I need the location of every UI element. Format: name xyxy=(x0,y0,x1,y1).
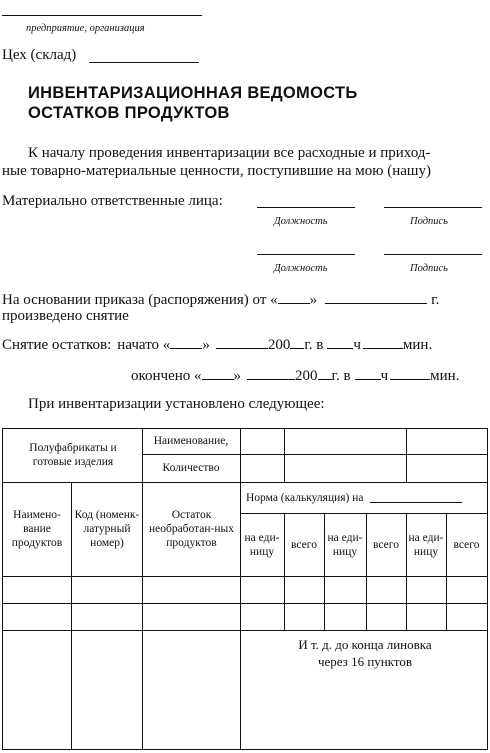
inventory-table xyxy=(2,428,488,750)
per-unit-2: на еди-ницу xyxy=(327,531,363,558)
name-row-header: Наименование, xyxy=(153,435,229,447)
organization-caption: предприятие, организация xyxy=(26,23,145,34)
position-line-1 xyxy=(257,207,355,208)
quantity-row-header: Количество xyxy=(162,462,220,474)
semi-finished-header: Полуфабрикаты и готовые изделия xyxy=(29,442,117,468)
signature-line-2 xyxy=(384,254,482,255)
col-product-name: Наимено-вание продуктов xyxy=(11,509,63,549)
col-code: Код (номенк-латурный номер) xyxy=(74,509,140,549)
continuation-note-line2: через 16 пунктов xyxy=(317,654,413,669)
order-line2: произведено снятие xyxy=(2,308,129,324)
document-title-line2: ОСТАТКОВ ПРОДУКТОВ xyxy=(28,104,230,122)
organization-line xyxy=(2,15,202,16)
established-line: При инвентаризации установлено следующее: xyxy=(28,396,325,412)
position-caption-1: Должность xyxy=(274,216,328,227)
col-remainder: Остаток необработан-ных продуктов xyxy=(148,509,235,549)
per-unit-1: на еди-ницу xyxy=(244,531,280,558)
responsible-label: Материально ответственные лица: xyxy=(2,193,223,209)
total-2: всего xyxy=(373,538,399,551)
intro-line1: К началу проведения инвентаризации все расходные и приход- xyxy=(28,145,431,161)
signature-caption-1: Подпись xyxy=(410,216,448,227)
position-caption-2: Должность xyxy=(274,263,328,274)
total-3: всего xyxy=(453,538,480,551)
total-1: всего xyxy=(291,538,317,551)
continuation-note-line1: И т. д. до конца линовка xyxy=(298,637,432,652)
removal-end-line: окончено « » 200 г. в ч мин. xyxy=(131,368,460,384)
signature-caption-2: Подпись xyxy=(410,263,448,274)
intro-line2: ные товарно-материальные ценности, поступившие на мою (нашу) xyxy=(2,163,431,179)
position-line-2 xyxy=(257,254,355,255)
signature-line-1 xyxy=(384,207,482,208)
removal-start-line: Снятие остатков: начато « » 200 г. в ч мин. xyxy=(2,337,433,353)
norm-header: Норма (калькуляция) на xyxy=(246,482,462,513)
document-title-line1: ИНВЕНТАРИЗАЦИОННАЯ ВЕДОМОСТЬ xyxy=(28,84,358,102)
order-line1: На основании приказа (распоряжения) от « » г. xyxy=(2,292,440,308)
workshop-line xyxy=(89,62,199,63)
workshop-label: Цех (склад) xyxy=(2,47,77,63)
per-unit-3: на еди-ницу xyxy=(408,531,444,558)
